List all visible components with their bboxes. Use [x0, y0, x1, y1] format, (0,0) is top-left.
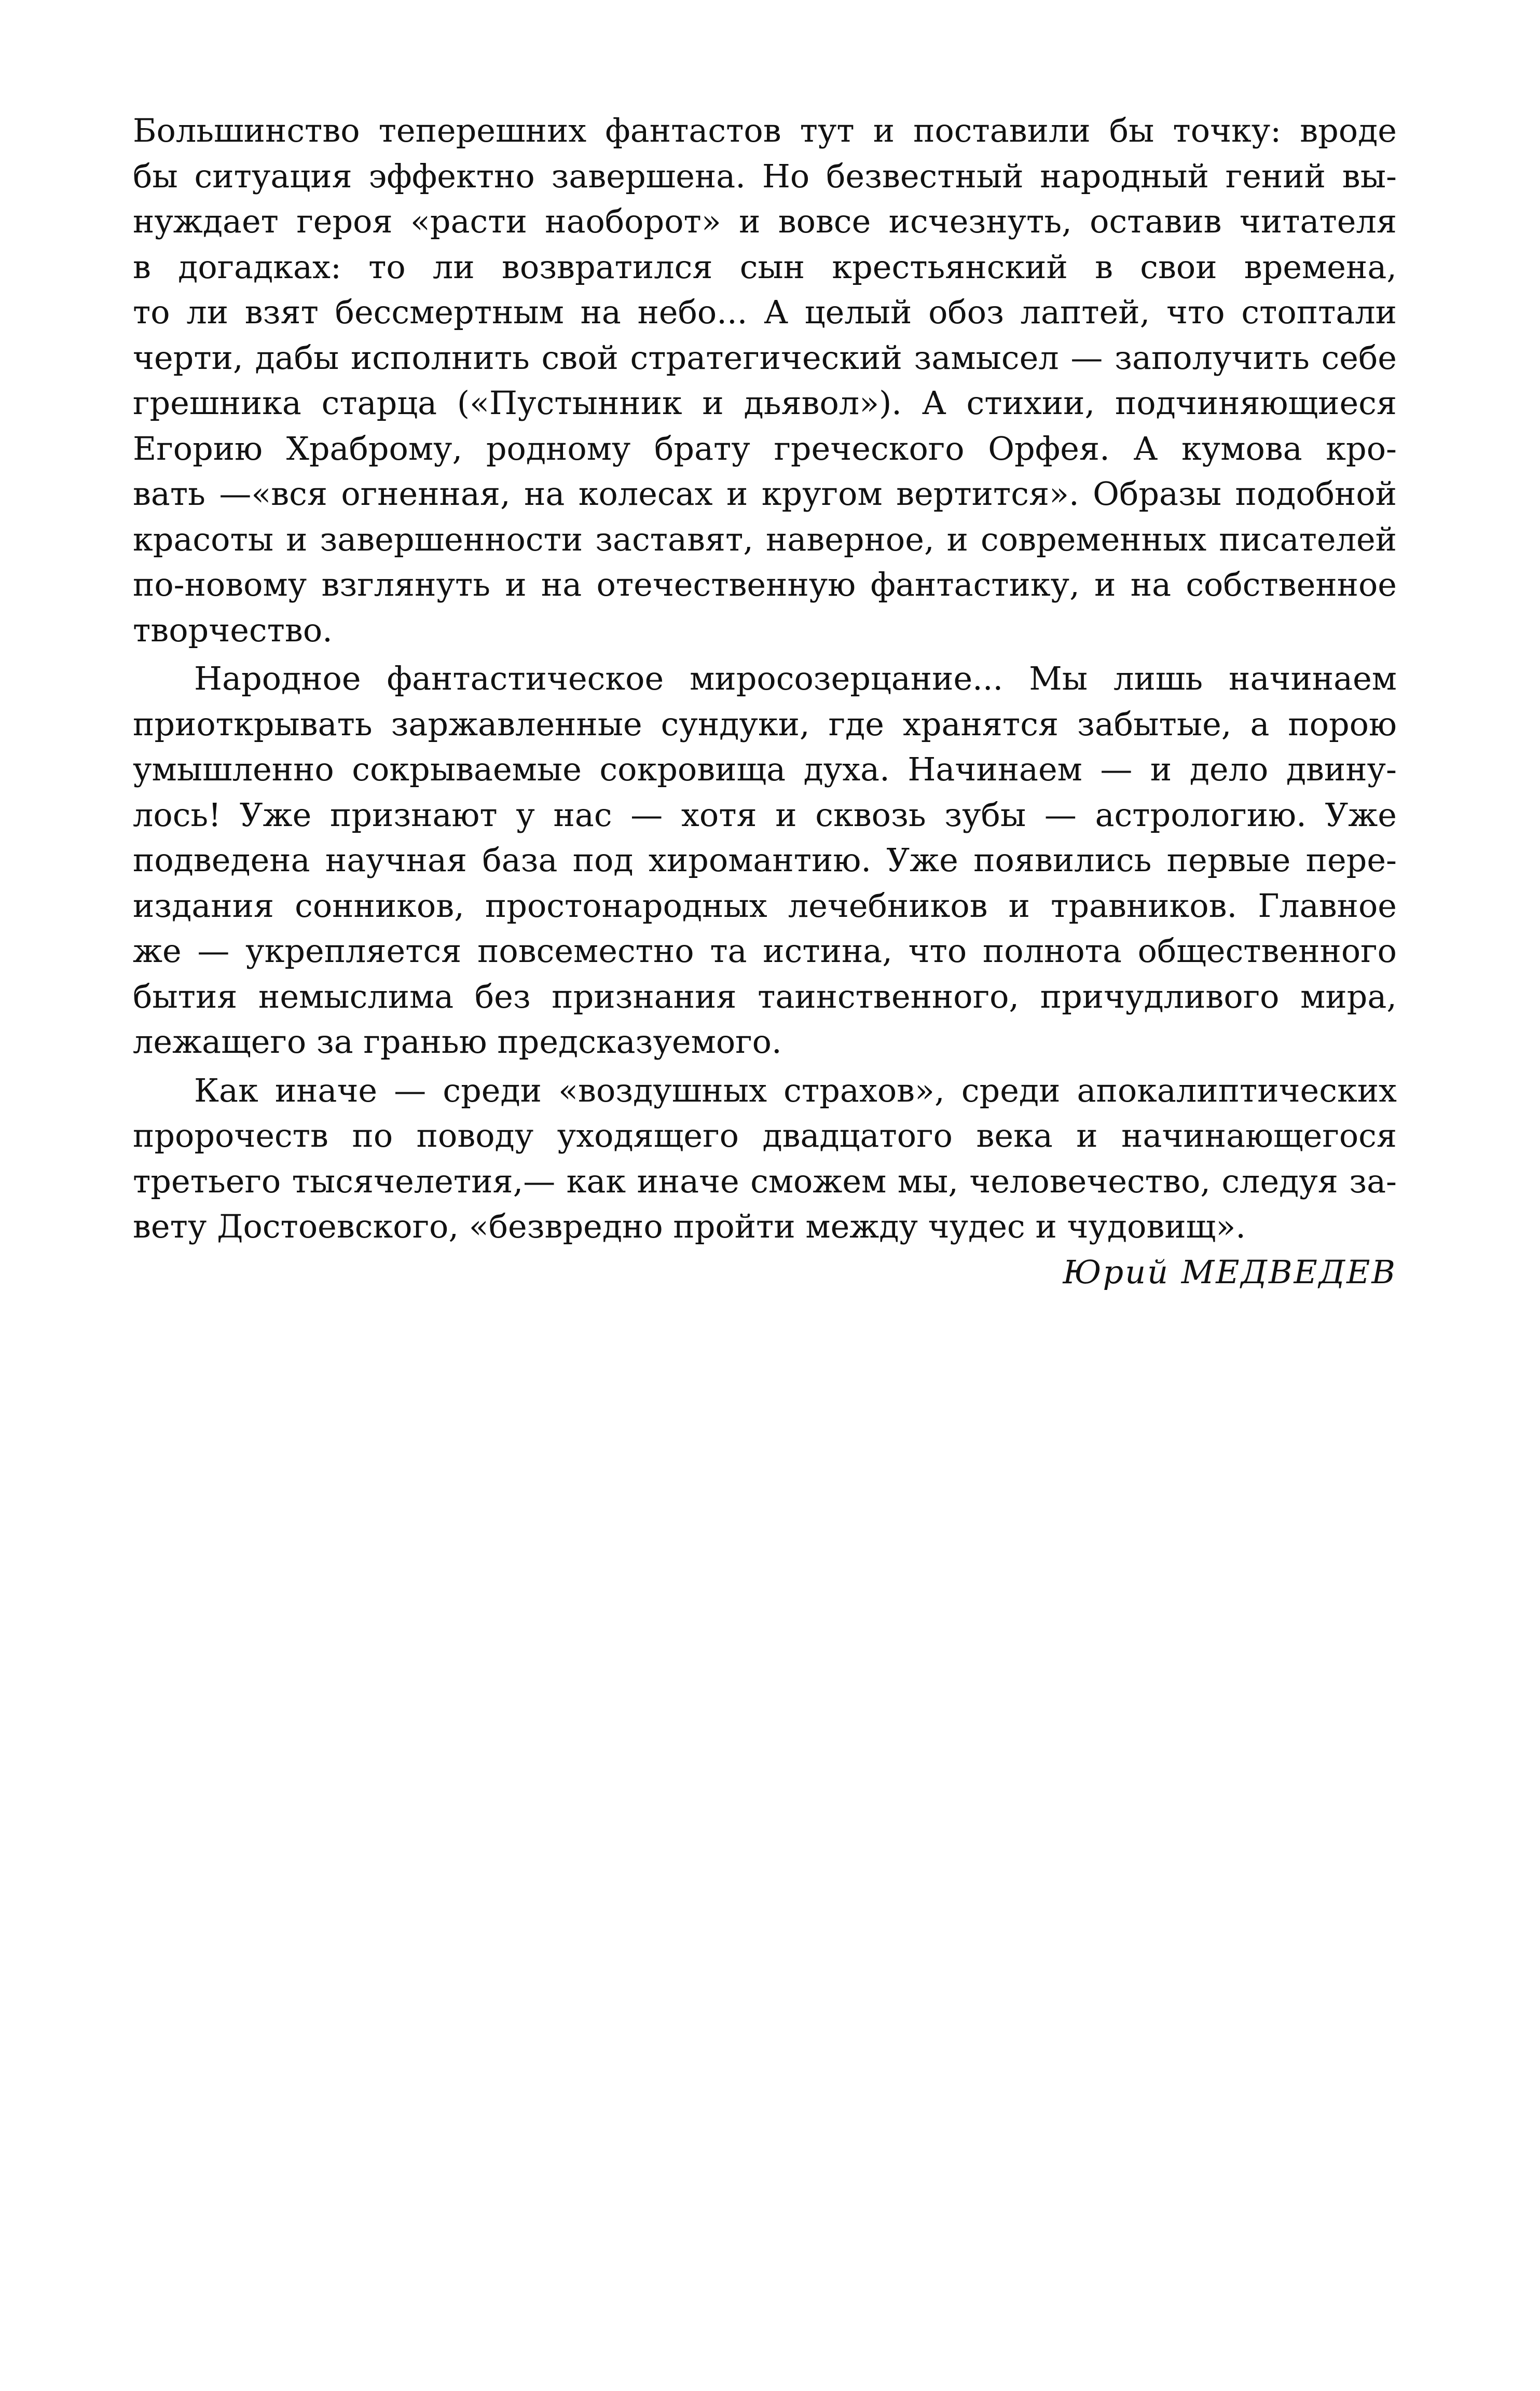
text-line: издания сонников, простонародных лечебников и травников. Главное	[133, 886, 1397, 925]
text-line: бы ситуация эффектно завершена. Но безвестный народный гений вы-	[133, 157, 1397, 195]
paragraph-3	[133, 1068, 1397, 1249]
paragraph-1	[133, 108, 1397, 653]
paragraph-2	[133, 656, 1397, 1065]
text-line: красоты и завершенности заставят, наверное, и современных писателей	[133, 520, 1397, 558]
text-line: в догадках: то ли возвратился сын крестьянский в свои времена,	[133, 248, 1397, 286]
text-line: пророчеств по поводу уходящего двадцатого века и начинающегося	[133, 1117, 1397, 1155]
text-line: подведена научная база под хиромантию. Уже появились первые пере-	[133, 841, 1397, 879]
article-text	[133, 108, 1397, 1295]
text-line: творчество.	[133, 611, 333, 649]
text-line: вать —«вся огненная, на колесах и кругом вертится». Образы подобной	[133, 475, 1397, 513]
text-line: нуждает героя «расти наоборот» и вовсе исчезнуть, оставив читателя	[133, 202, 1397, 240]
text-line: по-новому взглянуть и на отечественную фантастику, и на собственное	[133, 566, 1397, 603]
text-line: Егорию Храброму, родному брату греческого Орфея. А кумова кро-	[133, 429, 1397, 468]
text-line: Большинство теперешних фантастов тут и поставили бы точку: вроде	[133, 112, 1397, 149]
text-line: Народное фантастическое миросозерцание... Мы лишь начинаем	[194, 659, 1397, 697]
text-line: грешника старца («Пустынник и дьявол»). А стихии, подчиняющиеся	[133, 384, 1397, 422]
text-line: бытия немыслима без признания таинственного, причудливого мира,	[133, 977, 1397, 1015]
text-line: лось! Уже признают у нас — хотя и сквозь зубы — астрологию. Уже	[133, 795, 1397, 834]
author-signature: Юрий МЕДВЕДЕВ	[1063, 1253, 1397, 1291]
text-line: же — укрепляется повсеместно та истина, что полнота общественного	[133, 932, 1397, 970]
text-line: то ли взят бессмертным на небо... А целый обоз лаптей, что стоптали	[133, 293, 1397, 331]
text-line: приоткрывать заржавленные сундуки, где хранятся забытые, а порою	[133, 705, 1397, 743]
text-line: умышленно сокрываемые сокровища духа. Начинаем — и дело двину-	[133, 750, 1397, 788]
text-line: вету Достоевского, «безвредно пройти между чудес и чудовищ».	[133, 1207, 1246, 1245]
text-line: черти, дабы исполнить свой стратегический замысел — заполучить себе	[133, 338, 1397, 377]
text-line: третьего тысячелетия,— как иначе сможем мы, человечество, следуя за-	[133, 1162, 1397, 1200]
text-line: Как иначе — среди «воздушных страхов», среди апокалиптических	[194, 1071, 1397, 1109]
text-line: лежащего за гранью предсказуемого.	[133, 1023, 782, 1061]
